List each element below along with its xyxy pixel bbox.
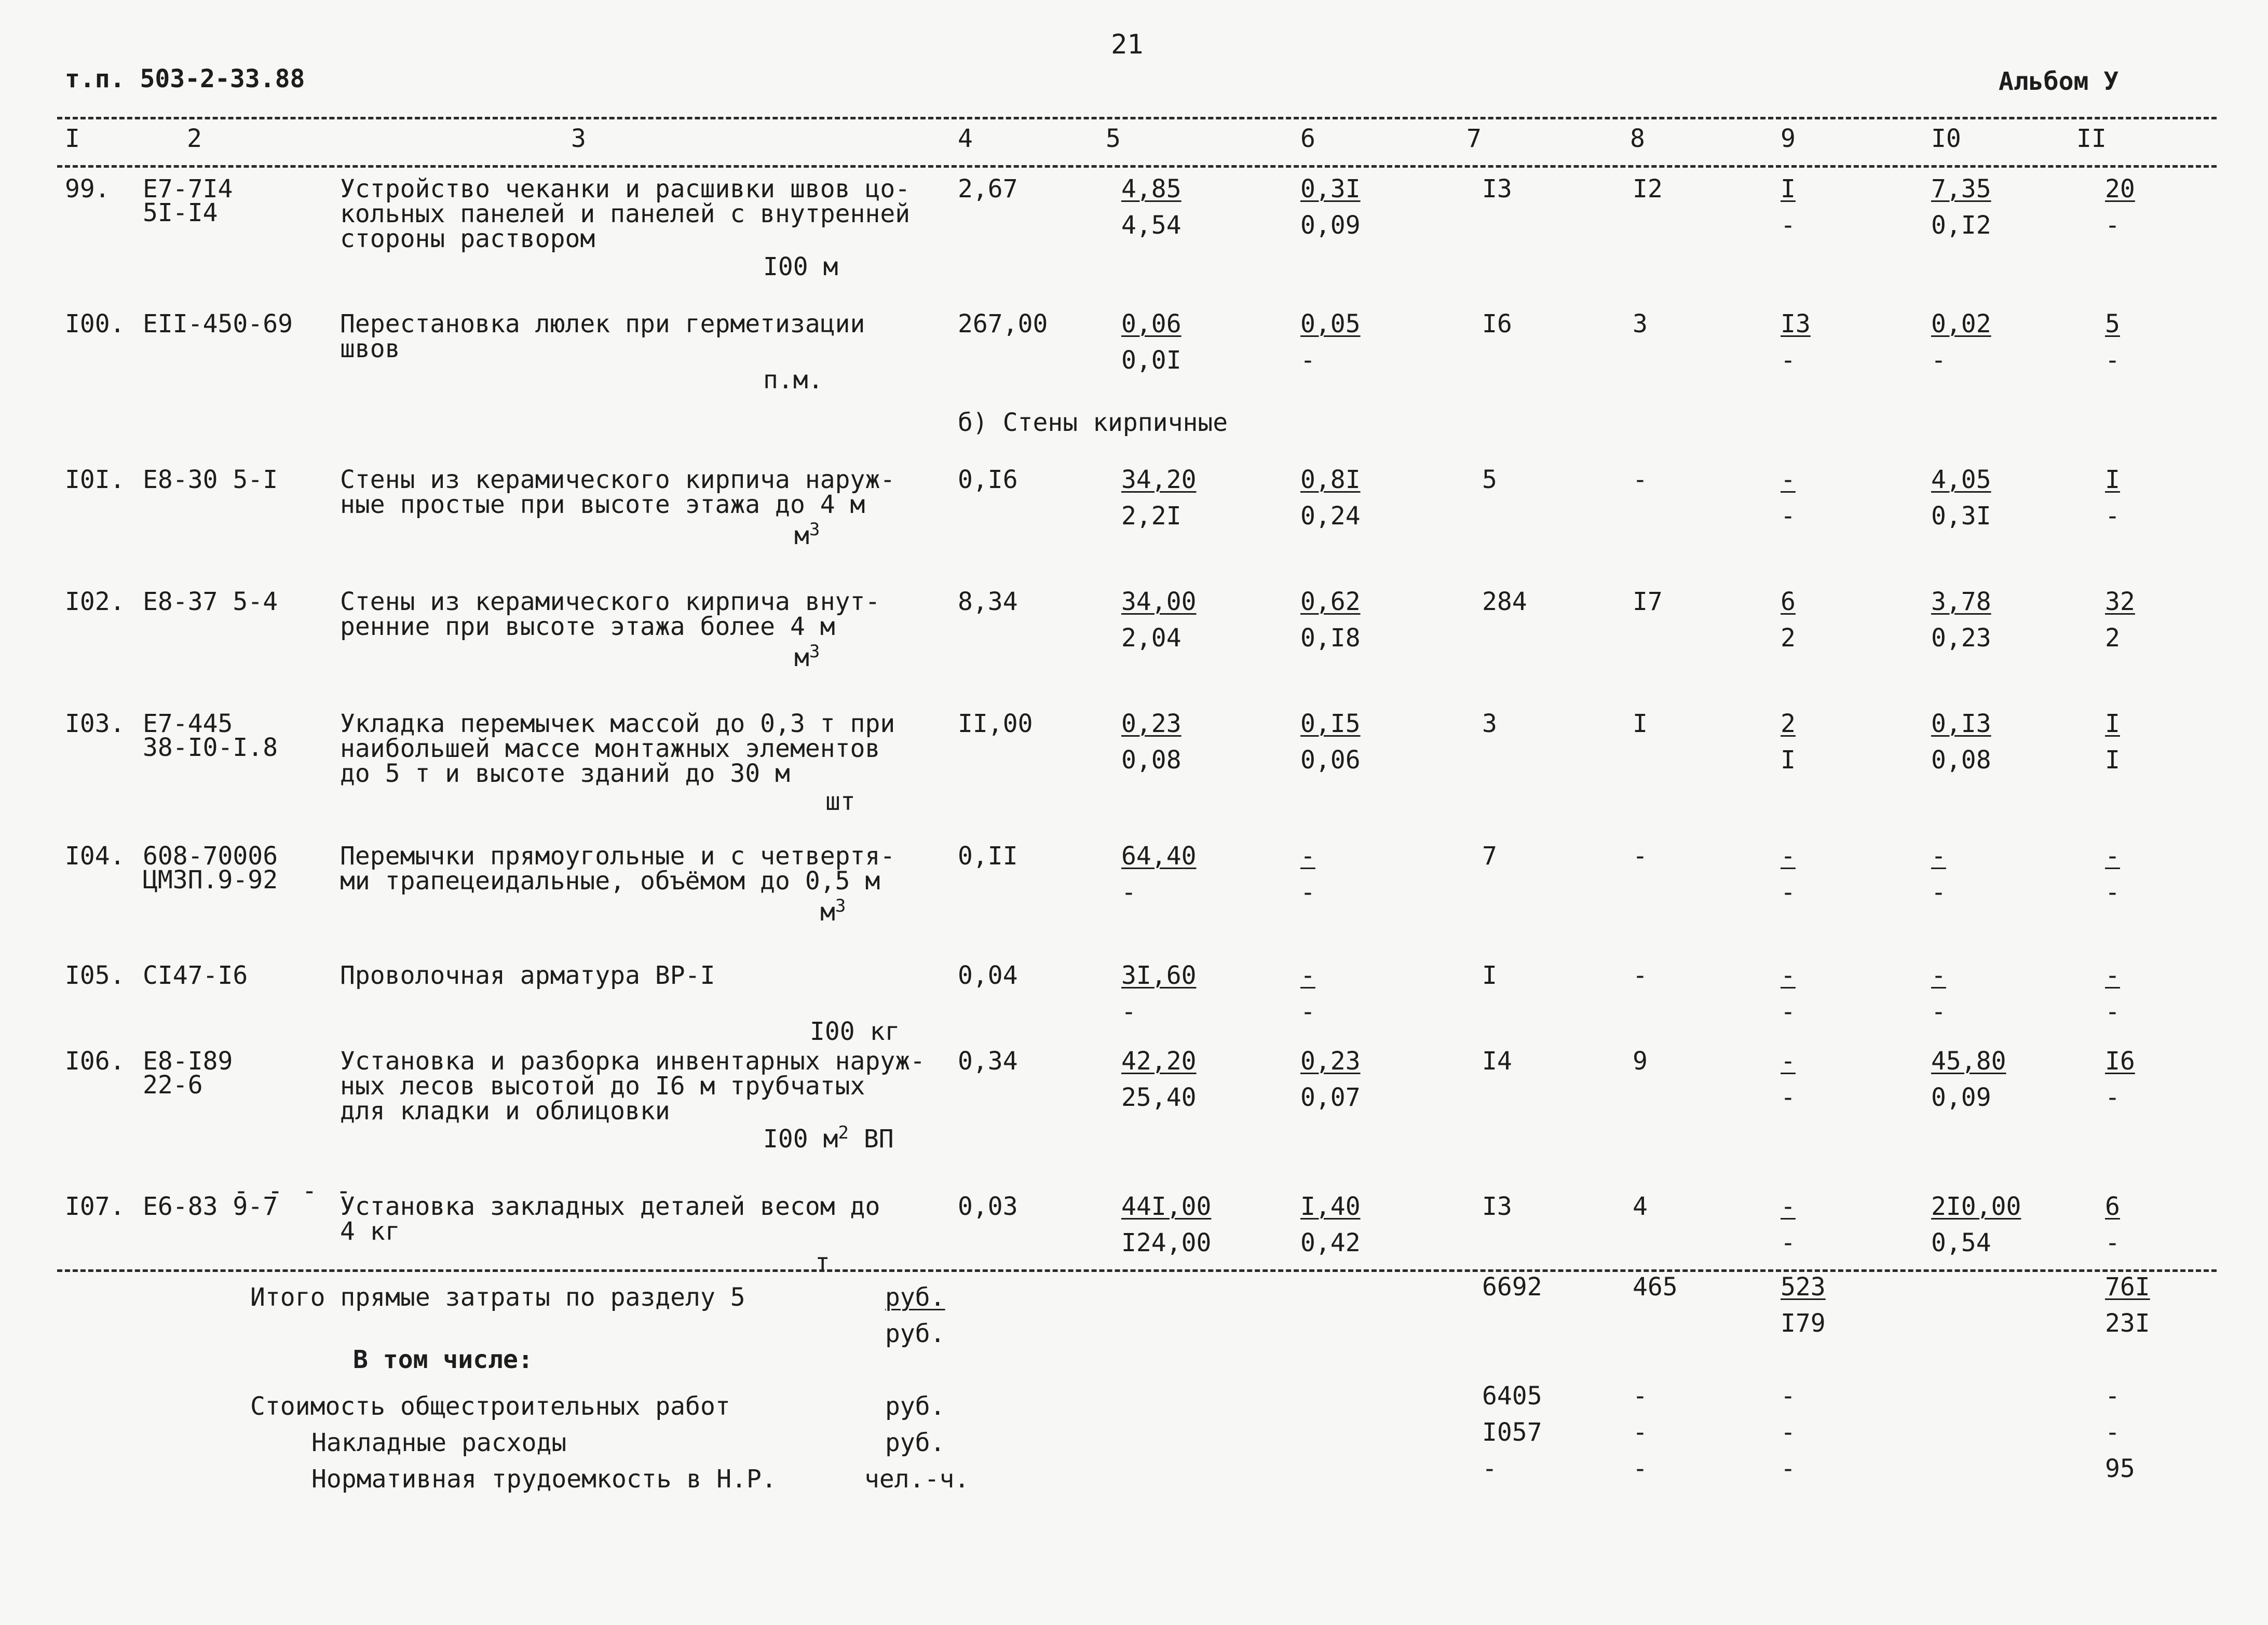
row-number: I04. [65,842,125,871]
row-col11-top: I [2105,709,2120,738]
row-number: I02. [65,587,125,616]
row-col6-top: 0,05 [1300,309,1361,338]
header-top-rule [57,117,2217,119]
row-code-2: 5I-I4 [143,198,218,227]
row-col9-bottom: - [1781,997,1796,1026]
row-col9-bottom: I [1781,746,1796,775]
row-col10-bottom: 0,I2 [1931,211,1991,240]
row-col7: I3 [1482,1192,1512,1221]
section-heading: б) Стены кирпичные [958,408,1228,437]
totals-line-col11: - [2105,1418,2120,1447]
row-col9-bottom: - [1781,878,1796,907]
row-col11-bottom: - [2105,878,2120,907]
row-description-2: ные простые при высоте этажа до 4 м [340,490,865,519]
row-col11-bottom: 2 [2105,624,2120,653]
row-col5-bottom: 0,0I [1121,346,1181,375]
row-col11-bottom: - [2105,1083,2120,1112]
row-col10-bottom: 0,54 [1931,1228,1991,1257]
row-col6-bottom: 0,24 [1300,502,1361,531]
row-col6-top: - [1300,961,1315,990]
row-col5-top: 42,20 [1121,1047,1197,1076]
row-col11-top: 6 [2105,1192,2120,1221]
column-header: 8 [1630,124,1645,153]
totals-unit-1: руб. [885,1283,945,1312]
row-code: СI47-I6 [143,961,248,990]
row-description-2: ных лесов высотой до I6 м трубчатых [340,1072,865,1101]
row-col7: I4 [1482,1047,1512,1076]
unit-text: I00 м [763,1125,838,1154]
row-col7: I3 [1482,174,1512,204]
row-col10-top: 4,05 [1931,465,1991,494]
row-col11-bottom: - [2105,502,2120,531]
row-col5-bottom: I24,00 [1121,1228,1212,1257]
row-col6-bottom: 0,07 [1300,1083,1361,1112]
row-quantity: 0,I6 [958,465,1018,494]
row-col5-bottom: - [1121,997,1136,1026]
row-quantity: 267,00 [958,309,1048,338]
totals-line-unit: чел.-ч. [864,1465,970,1494]
column-header: I0 [1931,124,1961,153]
totals-line-unit: руб. [885,1428,945,1457]
column-header: 6 [1300,124,1315,153]
row-col7: 5 [1482,465,1497,494]
row-description-1: Стены из керамического кирпича внут- [340,587,880,616]
row-col5-bottom: 4,54 [1121,211,1181,240]
row-code: Е8-I89 [143,1047,233,1076]
row-col9-top: - [1781,961,1796,990]
column-header: I [65,124,80,153]
row-col11-top: I [2105,465,2120,494]
totals-line-label: Накладные расходы [311,1428,567,1457]
row-col9-top: - [1781,465,1796,494]
totals-col7: 6692 [1482,1272,1542,1302]
totals-line-col7: 6405 [1482,1382,1542,1411]
row-col11-bottom: - [2105,1228,2120,1257]
row-col6-top: 0,62 [1300,587,1361,616]
row-col9-top: 6 [1781,587,1796,616]
row-col7: 7 [1482,842,1497,871]
unit-text: п.м. [763,365,823,395]
column-header: II [2076,124,2107,153]
totals-rule [57,1269,2217,1272]
row-col5-top: 44I,00 [1121,1192,1212,1221]
totals-label: Итого прямые затраты по разделу 5 [250,1283,745,1312]
row-col8: I7 [1633,587,1663,616]
separator-stub: - - - - [234,1176,354,1206]
totals-col11-top: 76I [2105,1272,2150,1302]
column-header: 5 [1106,124,1121,153]
row-description-2: ми трапецеидальные, объёмом до 0,5 м [340,866,880,896]
row-col10-top: 45,80 [1931,1047,2006,1076]
row-col6-bottom: 0,09 [1300,211,1361,240]
totals-line-col7: - [1482,1454,1497,1483]
row-description-2: ренние при высоте этажа более 4 м [340,612,835,641]
row-number: I07. [65,1192,125,1221]
totals-unit-2: руб. [885,1319,945,1348]
row-quantity: 0,34 [958,1047,1018,1076]
unit-text: м [794,521,809,550]
row-unit [763,254,838,279]
row-col9-bottom: 2 [1781,624,1796,653]
row-quantity: 0,II [958,842,1018,871]
row-col5-top: 0,23 [1121,709,1181,738]
row-col6-bottom: - [1300,346,1315,375]
document-code: т.п. 503-2-33.88 [65,64,305,93]
row-number: 99. [65,174,110,204]
row-col9-bottom: - [1781,1228,1796,1257]
row-col10-bottom: - [1931,346,1946,375]
row-col8: - [1633,961,1648,990]
row-col7: I6 [1482,309,1512,338]
row-col9-top: I [1781,174,1796,204]
totals-line-col11: - [2105,1382,2120,1411]
row-col9-bottom: - [1781,346,1796,375]
row-col6-bottom: 0,I8 [1300,624,1361,653]
row-col6-bottom: - [1300,997,1315,1026]
totals-line-col9: - [1781,1454,1796,1483]
row-description-1: Перемычки прямоугольные и с четвертя- [340,842,895,871]
row-col8: - [1633,842,1648,871]
totals-line-unit: руб. [885,1392,945,1421]
row-col11-bottom: - [2105,997,2120,1026]
totals-line-col8: - [1633,1418,1648,1447]
row-description-2: кольных панелей и панелей с внутренней [340,199,911,228]
totals-line-label: Стоимость общестроительных работ [250,1392,730,1421]
row-col7: I [1482,961,1497,990]
row-col10-top: - [1931,961,1946,990]
totals-line-col9: - [1781,1382,1796,1411]
totals-line-col9: - [1781,1418,1796,1447]
column-header: 9 [1781,124,1796,153]
row-unit [763,1122,894,1154]
row-col8: - [1633,465,1648,494]
row-col10-bottom: 0,08 [1931,746,1991,775]
row-col11-top: 5 [2105,309,2120,338]
totals-line-col11: 95 [2105,1454,2135,1483]
row-number: I05. [65,961,125,990]
row-col9-top: - [1781,1192,1796,1221]
row-description-1: Укладка перемычек массой до 0,3 т при [340,709,895,738]
row-col6-bottom: 0,06 [1300,746,1361,775]
row-description-3: стороны раствором [340,224,595,253]
totals-line-label: Нормативная трудоемкость в Н.Р. [311,1465,777,1494]
row-col10-bottom: - [1931,878,1946,907]
row-unit [763,365,823,395]
row-unit [825,789,855,814]
row-col6-top: 0,3I [1300,174,1361,204]
row-col7: 3 [1482,709,1497,738]
row-col10-bottom: 0,3I [1931,502,1991,531]
row-col10-top: 3,78 [1931,587,1991,616]
row-unit [794,641,820,672]
row-col7: 284 [1482,587,1527,616]
row-description-1: Устройство чеканки и расшивки швов цо- [340,174,911,204]
unit-text: I00 кг [810,1017,900,1046]
unit-text: м [794,643,809,672]
row-col6-top: 0,8I [1300,465,1361,494]
row-col11-top: I6 [2105,1047,2135,1076]
unit-text: м [820,898,835,927]
row-col8: 4 [1633,1192,1648,1221]
row-col11-top: 20 [2105,174,2135,204]
row-number: I00. [65,309,125,338]
row-code-2: 22-6 [143,1071,203,1100]
unit-text: шт [825,787,855,816]
row-number: I03. [65,709,125,738]
row-col8: I2 [1633,174,1663,204]
row-col5-bottom: 2,04 [1121,624,1181,653]
row-code-2: 38-I0-I.8 [143,733,278,762]
unit-superscript: 3 [835,896,846,916]
row-col9-bottom: - [1781,502,1796,531]
unit-superscript: 2 [838,1122,849,1143]
header-bottom-rule [57,165,2217,168]
row-col9-bottom: - [1781,211,1796,240]
row-col6-top: 0,I5 [1300,709,1361,738]
unit-text: I00 м [763,252,838,281]
row-quantity: II,00 [958,709,1033,738]
totals-line-col8: - [1633,1454,1648,1483]
row-col10-top: 0,I3 [1931,709,1991,738]
row-col5-top: 3I,60 [1121,961,1197,990]
column-header: 3 [571,124,586,153]
row-col9-top: - [1781,842,1796,871]
row-code: ЕII-450-69 [143,309,293,338]
row-quantity: 0,03 [958,1192,1018,1221]
row-col8: 3 [1633,309,1648,338]
row-description-1: Проволочная арматура ВР-I [340,961,715,990]
row-unit [810,1019,900,1044]
column-header: 7 [1466,124,1482,153]
row-col5-top: 64,40 [1121,842,1197,871]
row-number: I0I. [65,465,125,494]
row-col10-top: - [1931,842,1946,871]
page-number: 21 [1111,29,1144,60]
column-header: 2 [187,124,202,153]
row-col5-top: 0,06 [1121,309,1181,338]
row-col9-bottom: - [1781,1083,1796,1112]
row-col6-bottom: 0,42 [1300,1228,1361,1257]
row-col11-top: - [2105,842,2120,871]
row-description-1: Установка и разборка инвентарных наруж- [340,1047,926,1076]
row-col6-top: 0,23 [1300,1047,1361,1076]
row-description-1: Перестановка люлек при герметизации [340,309,865,338]
row-col11-top: 32 [2105,587,2135,616]
row-col5-bottom: 0,08 [1121,746,1181,775]
row-unit [794,519,820,550]
row-col10-top: 2I0,00 [1931,1192,2021,1221]
row-description-2: 4 кг [340,1217,400,1246]
unit-suffix: ВП [848,1125,894,1154]
row-col11-bottom: - [2105,211,2120,240]
totals-col11-bottom: 23I [2105,1309,2150,1338]
row-description-2: наибольшей массе монтажных элементов [340,734,880,763]
row-col5-bottom: 2,2I [1121,502,1181,531]
row-quantity: 0,04 [958,961,1018,990]
row-col8: 9 [1633,1047,1648,1076]
row-col10-top: 7,35 [1931,174,1991,204]
album-label: Альбом У [1999,67,2119,96]
totals-col9-top: 523 [1781,1272,1826,1302]
row-col10-bottom: 0,09 [1931,1083,1991,1112]
row-description-2: швов [340,334,400,363]
row-code-2: ЦМЗП.9-92 [143,865,278,895]
row-number: I06. [65,1047,125,1076]
row-col6-bottom: - [1300,878,1315,907]
row-col9-top: I3 [1781,309,1811,338]
row-col6-top: - [1300,842,1315,871]
row-col10-top: 0,02 [1931,309,1991,338]
row-code: 608-70006 [143,842,278,871]
row-description-3: до 5 т и высоте зданий до 30 м [340,759,790,788]
row-description-1: Стены из керамического кирпича наруж- [340,465,895,494]
column-header: 4 [958,124,973,153]
totals-line-col7: I057 [1482,1418,1542,1447]
row-code: Е7-445 [143,709,233,738]
row-col5-bottom: 25,40 [1121,1083,1197,1112]
row-col10-bottom: - [1931,997,1946,1026]
row-col6-top: I,40 [1300,1192,1361,1221]
unit-text: т [815,1248,830,1277]
row-description-3: для кладки и облицовки [340,1096,670,1126]
including-label: В том числе: [353,1345,533,1374]
row-quantity: 8,34 [958,587,1018,616]
row-quantity: 2,67 [958,174,1018,204]
unit-superscript: 3 [809,641,820,662]
row-unit [820,896,846,927]
row-col5-bottom: - [1121,878,1136,907]
unit-superscript: 3 [809,519,820,540]
row-col5-top: 34,20 [1121,465,1197,494]
row-col9-top: 2 [1781,709,1796,738]
row-code: Е8-30 5-I [143,465,278,494]
row-col11-bottom: - [2105,346,2120,375]
totals-col8: 465 [1633,1272,1678,1302]
row-col5-top: 4,85 [1121,174,1181,204]
row-col8: I [1633,709,1648,738]
row-col11-top: - [2105,961,2120,990]
row-description-1: Установка закладных деталей весом до [340,1192,880,1221]
row-code: Е6-83 9-7 [143,1192,278,1221]
row-col9-top: - [1781,1047,1796,1076]
row-col5-top: 34,00 [1121,587,1197,616]
row-col11-bottom: I [2105,746,2120,775]
totals-line-col8: - [1633,1382,1648,1411]
row-col10-bottom: 0,23 [1931,624,1991,653]
row-code: Е7-7I4 [143,174,233,204]
totals-col9-bottom: I79 [1781,1309,1826,1338]
row-code: Е8-37 5-4 [143,587,278,616]
